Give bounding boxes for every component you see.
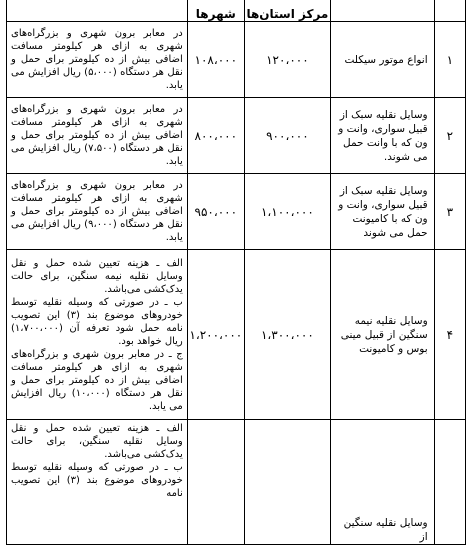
city-price: ۱۰۸،۰۰۰ (187, 22, 244, 98)
provincial-center-price: ۱،۳۰۰،۰۰۰ (244, 250, 330, 420)
provincial-center-price (244, 420, 330, 545)
table-row (7, 22, 466, 98)
description-clause-b: ب ـ در صورتی که وسیله نقلیه توسط خودروهای موضوع بند (۳) این تصویب نامه (11, 462, 183, 499)
description-text: در معابر برون شهری و بزرگراه‌های شهری به ازای هر کیلومتر مسافت اضافی بیش از ده کیلومتر برای حمل و نقل هر دستگاه (۷،۵۰۰) ریال افزایش می یابد. (11, 104, 183, 167)
provincial-center-price: ۱۲۰،۰۰۰ (244, 22, 330, 98)
table-row (7, 250, 466, 420)
header-vehicle-type (330, 0, 434, 22)
city-price: ۸۰۰،۰۰۰ (187, 98, 244, 174)
row-number (434, 420, 465, 545)
header-number (434, 0, 465, 22)
table-row (7, 420, 466, 545)
header-provincial-centers: مرکز استان‌ها (244, 0, 330, 22)
provincial-center-price: ۹۰۰،۰۰۰ (244, 98, 330, 174)
vehicle-type-cell: وسایل نقلیه سبک از قبیل سواری، وانت و ون که با وانت حمل می شوند. (330, 98, 434, 174)
description-clause-a: الف ـ هزینه تعیین شده حمل و نقل وسایل نقلیه نیمه سنگین، برای حالت یدک‌کشی می‌باشد. (11, 257, 183, 295)
row-number: ۴ (434, 250, 465, 420)
row-number: ۲ (434, 98, 465, 174)
description-cell (7, 22, 188, 98)
table-row (7, 98, 466, 174)
vehicle-type-cell: انواع موتور سیکلت (330, 22, 434, 98)
description-clause-a: الف ـ هزینه تعیین شده حمل و نقل وسایل نقلیه سنگین، برای حالت یدک‌کشی می‌باشد. (11, 423, 183, 460)
description-cell (7, 174, 188, 250)
description-text: در معابر برون شهری و بزرگراه‌های شهری به ازای هر کیلومتر مسافت اضافی بیش از ده کیلومتر برای حمل و نقل هر دستگاه (۹،۰۰۰) ریال افزایش می یابد. (11, 180, 183, 243)
row-number: ۳ (434, 174, 465, 250)
description-cell (7, 98, 188, 174)
city-price: ۱،۲۰۰،۰۰۰ (187, 250, 244, 420)
towing-tariff-table (6, 0, 466, 545)
description-cell (7, 420, 188, 545)
city-price: ۹۵۰،۰۰۰ (187, 174, 244, 250)
vehicle-type-cell: وسایل نقلیه سنگین از (330, 420, 434, 545)
row-number: ۱ (434, 22, 465, 98)
vehicle-type-cell: وسایل نقلیه سبک از قبیل سواری، وانت و ون که با کامیونت حمل می شوند (330, 174, 434, 250)
header-cities: شهرها (187, 0, 244, 22)
description-cell (7, 250, 188, 420)
description-clause-c: ج ـ در معابر برون شهری و بزرگراه‌های شهری به ازای هر کیلومتر مسافت اضافی بیش از ده کیلومتر برای حمل و نقل هر دستگاه (۱۰،۰۰۰) ریال افزایش می یابد. (11, 348, 183, 412)
table-row (7, 174, 466, 250)
header-description (7, 0, 188, 22)
city-price (187, 420, 244, 545)
table-header-row (7, 0, 466, 22)
description-text: در معابر برون شهری و بزرگراه‌های شهری به ازای هر کیلومتر مسافت اضافی بیش از ده کیلومتر برای حمل و نقل هر دستگاه (۵،۰۰۰) ریال افزایش می یابد. (11, 28, 183, 91)
vehicle-type-cell: وسایل نقلیه نیمه سنگین از قبیل مینی بوس و کامیونت (330, 250, 434, 420)
description-clause-b: ب ـ در صورتی که وسیله نقلیه توسط خودروهای موضوع بند (۳) این تصویب نامه حمل شود تعرفه آن (۱،۷۰۰،۰۰۰) ریال خواهد بود. (11, 296, 183, 347)
provincial-center-price: ۱،۱۰۰،۰۰۰ (244, 174, 330, 250)
